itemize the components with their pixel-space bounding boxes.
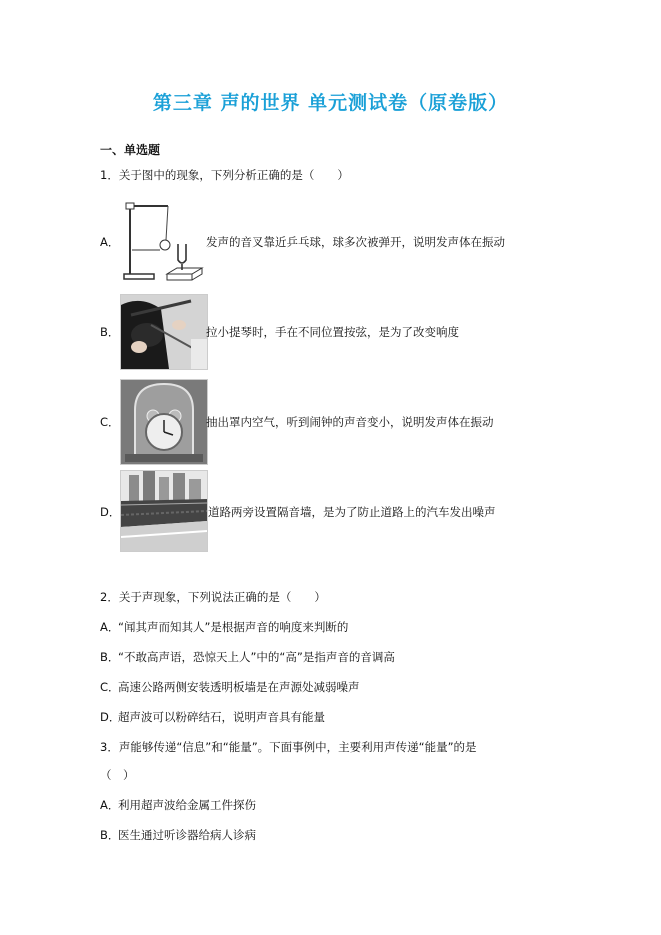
question-3-stem-cont: （ ） xyxy=(100,768,135,782)
q3-option-b-text: 医生通过听诊器给病人诊病 xyxy=(118,828,256,842)
q2-option-b-label: B． xyxy=(100,650,120,664)
q2-option-b-text: “不敢高声语，恐惊天上人”中的“高”是指声音的音调高 xyxy=(118,650,395,664)
q1-option-c-label: C． xyxy=(100,415,120,429)
q2-option-a-label: A． xyxy=(100,620,120,634)
q1-option-c-text: 抽出罩内空气，听到闹钟的声音变小，说明发声体在振动 xyxy=(206,415,494,429)
q1-option-a-label: A． xyxy=(100,235,120,249)
q2-option-d-text: 超声波可以粉碎结石，说明声音具有能量 xyxy=(118,710,325,724)
question-2-stem: 2．关于声现象，下列说法正确的是（ ） xyxy=(100,590,326,604)
q3-option-b-label: B． xyxy=(100,828,120,842)
violin-photo xyxy=(120,294,208,370)
q1-option-b-text: 拉小提琴时，手在不同位置按弦，是为了改变响度 xyxy=(206,325,459,339)
q3-option-a-label: A． xyxy=(100,798,120,812)
q2-option-d-label: D． xyxy=(100,710,121,724)
bell-jar-clock-photo xyxy=(120,379,208,465)
question-1-stem: 1．关于图中的现象，下列分析正确的是（ ） xyxy=(100,168,349,182)
tuning-fork-figure xyxy=(120,198,208,284)
q2-option-c-label: C． xyxy=(100,680,120,694)
q1-option-d-text: 道路两旁设置隔音墙，是为了防止道路上的汽车发出噪声 xyxy=(208,505,496,519)
q2-option-a-text: “闻其声而知其人”是根据声音的响度来判断的 xyxy=(118,620,349,634)
q1-option-d-label: D． xyxy=(100,505,121,519)
sound-barrier-photo xyxy=(120,470,208,552)
q3-option-a-text: 利用超声波给金属工件探伤 xyxy=(118,798,256,812)
page-title: 第三章 声的世界 单元测试卷（原卷版） xyxy=(152,92,509,114)
question-3-stem: 3．声能够传递“信息”和“能量”。下面事例中，主要利用声传递“能量”的是 xyxy=(100,740,477,754)
section-heading: 一、单选题 xyxy=(100,143,161,157)
q1-option-b-label: B． xyxy=(100,325,120,339)
q1-option-a-text: 发声的音叉靠近乒乓球，球多次被弹开，说明发声体在振动 xyxy=(206,235,505,249)
q2-option-c-text: 高速公路两侧安装透明板墙是在声源处减弱噪声 xyxy=(118,680,360,694)
